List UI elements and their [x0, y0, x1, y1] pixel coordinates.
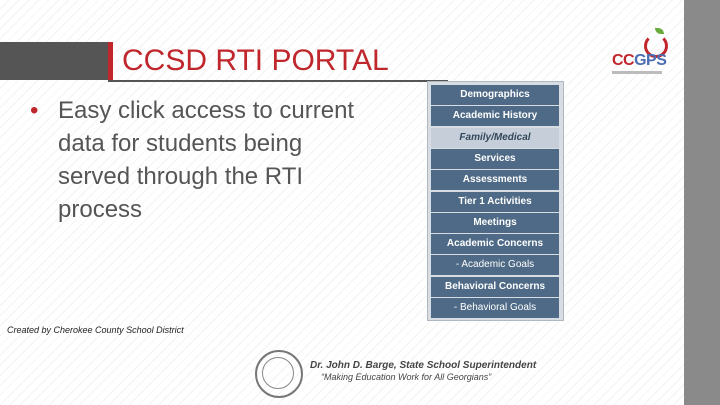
title-underline [108, 80, 448, 82]
title-red-accent [108, 42, 113, 80]
right-accent-bar [684, 0, 720, 405]
menu-item-tier-1-activities[interactable]: Tier 1 Activities [431, 192, 559, 212]
bullet-dot: • [30, 97, 39, 124]
menu-item-meetings[interactable]: Meetings [431, 213, 559, 233]
slide-title: CCSD RTI PORTAL [122, 44, 389, 77]
menu-item-academic-goals[interactable]: - Academic Goals [431, 255, 559, 275]
logo-text [612, 52, 666, 70]
portal-menu [427, 81, 564, 321]
seal-inner-ring [262, 357, 294, 389]
superintendent-slogan: “Making Education Work for All Georgians” [321, 372, 492, 382]
menu-item-services[interactable]: Services [431, 149, 559, 169]
menu-item-assessments[interactable]: Assessments [431, 170, 559, 190]
logo-gps: GPS [634, 52, 667, 69]
title-gray-bar [0, 42, 108, 80]
menu-item-academic-history[interactable]: Academic History [431, 106, 559, 126]
superintendent-name: Dr. John D. Barge, State School Superintendent [310, 360, 537, 371]
menu-item-academic-concerns[interactable]: Academic Concerns [431, 234, 559, 254]
menu-item-behavioral-concerns[interactable]: Behavioral Concerns [431, 277, 559, 297]
bullet-text: Easy click access to current data for students being served through the RTI process [58, 97, 355, 223]
menu-item-family-medical[interactable]: Family/Medical [431, 128, 559, 148]
logo-tagline-bar [612, 71, 662, 74]
menu-item-behavioral-goals[interactable]: - Behavioral Goals [431, 298, 559, 318]
credit-text: Created by Cherokee County School District [7, 325, 184, 335]
menu-item-demographics[interactable]: Demographics [431, 85, 559, 105]
bullet-list [30, 94, 360, 226]
logo-cc: CC [612, 52, 635, 69]
